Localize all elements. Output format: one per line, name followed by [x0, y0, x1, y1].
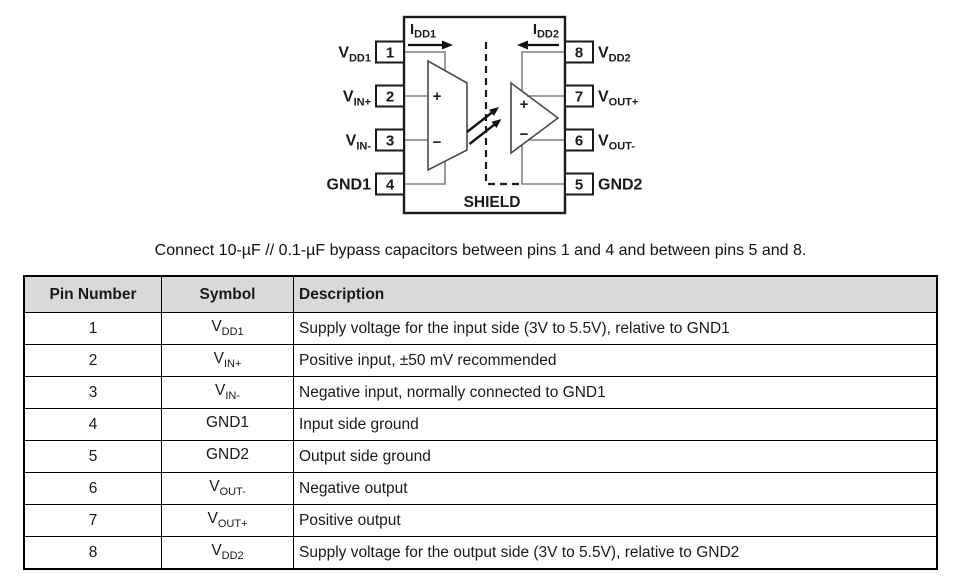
pin-4	[327, 174, 404, 195]
description-cell: Supply voltage for the input side (3V to 5.5V), relative to GND1	[294, 313, 938, 345]
bypass-capacitor-note: Connect 10-µF // 0.1-µF bypass capacitors between pins 1 and 4 and between pins 5 and 8.	[154, 242, 807, 259]
table-row	[24, 441, 937, 473]
description-cell: Supply voltage for the output side (3V to 5.5V), relative to GND2	[294, 537, 938, 570]
pin-label: $V_{OUT-}$	[598, 132, 635, 153]
description-cell: Positive output	[294, 505, 938, 537]
input-amp-plus-sign: +	[432, 88, 442, 105]
pin-number-cell: 6	[24, 473, 162, 505]
right-pins	[565, 42, 643, 195]
pin-7	[565, 86, 638, 109]
pin-number: 8	[574, 44, 584, 62]
input-amp-minus-sign: −	[432, 134, 442, 151]
optical-coupling-arrows	[467, 107, 502, 144]
pin-number: 2	[385, 88, 395, 106]
pin-5	[565, 174, 643, 195]
symbol-cell: $V_{IN-}$	[162, 377, 294, 409]
symbol-cell: $V_{DD2}$	[162, 537, 294, 570]
table-row	[24, 313, 937, 345]
pin-label: GND2	[598, 176, 643, 194]
input-amp-shape	[428, 61, 467, 170]
description-cell: Negative output	[294, 473, 938, 505]
output-amp-shape	[511, 83, 558, 153]
pin-number: 7	[574, 88, 584, 106]
pin-number-cell: 2	[24, 345, 162, 377]
pinout-diagram	[0, 0, 961, 226]
table-row	[24, 377, 937, 409]
table-row	[24, 505, 937, 537]
pin-label: $V_{IN-}$	[345, 132, 371, 153]
symbol-cell: $V_{OUT-}$	[162, 473, 294, 505]
header-pin-number: Pin Number	[24, 276, 162, 313]
description-cell: Output side ground	[294, 441, 938, 473]
pin5-connection-line	[522, 145, 565, 184]
idd2-arrow-icon	[517, 41, 559, 50]
description-cell: Input side ground	[294, 409, 938, 441]
idd1-label: $I_{DD1}$	[410, 21, 437, 41]
pin-label: $V_{IN+}$	[342, 88, 371, 109]
pin8-connection-line	[522, 52, 565, 91]
pin-6	[565, 130, 635, 153]
description-cell: Negative input, normally connected to GND1	[294, 377, 938, 409]
pin-number-cell: 3	[24, 377, 162, 409]
table-row	[24, 537, 937, 570]
pin-2	[343, 86, 404, 109]
pin-number: 5	[574, 176, 584, 194]
pin-number-cell: 5	[24, 441, 162, 473]
pin-description-table	[23, 275, 938, 570]
idd2-label: $I_{DD2}$	[532, 21, 559, 41]
pin-number: 4	[385, 176, 395, 194]
pin-label: GND1	[326, 176, 371, 194]
pin-number-cell: 1	[24, 313, 162, 345]
pin-1	[338, 42, 404, 65]
header-description: Description	[294, 276, 938, 313]
symbol-cell: GND2	[162, 441, 294, 473]
output-amp-minus-sign: −	[519, 126, 529, 143]
pin-8	[565, 42, 631, 65]
header-symbol: Symbol	[162, 276, 294, 313]
pin-number-cell: 8	[24, 537, 162, 570]
shield-label: SHIELD	[463, 194, 521, 211]
table-row	[24, 409, 937, 441]
symbol-cell: $V_{OUT+}$	[162, 505, 294, 537]
pin-number-cell: 7	[24, 505, 162, 537]
pin-label: $V_{DD1}$	[338, 44, 371, 65]
pin-label: $V_{OUT+}$	[598, 88, 639, 109]
left-pins	[327, 42, 404, 195]
pin-number: 6	[574, 132, 584, 150]
output-amp-plus-sign: +	[519, 96, 529, 113]
pin-3	[346, 130, 404, 153]
symbol-cell: $V_{IN+}$	[162, 345, 294, 377]
pin-number: 1	[385, 44, 395, 62]
table-row	[24, 473, 937, 505]
table-row	[24, 345, 937, 377]
pin-number-cell: 4	[24, 409, 162, 441]
description-cell: Positive input, ±50 mV recommended	[294, 345, 938, 377]
pin-number: 3	[385, 132, 395, 150]
symbol-cell: $V_{DD1}$	[162, 313, 294, 345]
idd1-arrow-icon	[408, 41, 453, 50]
table-header-row	[24, 276, 937, 313]
pin-label: $V_{DD2}$	[598, 44, 631, 65]
symbol-cell: GND1	[162, 409, 294, 441]
